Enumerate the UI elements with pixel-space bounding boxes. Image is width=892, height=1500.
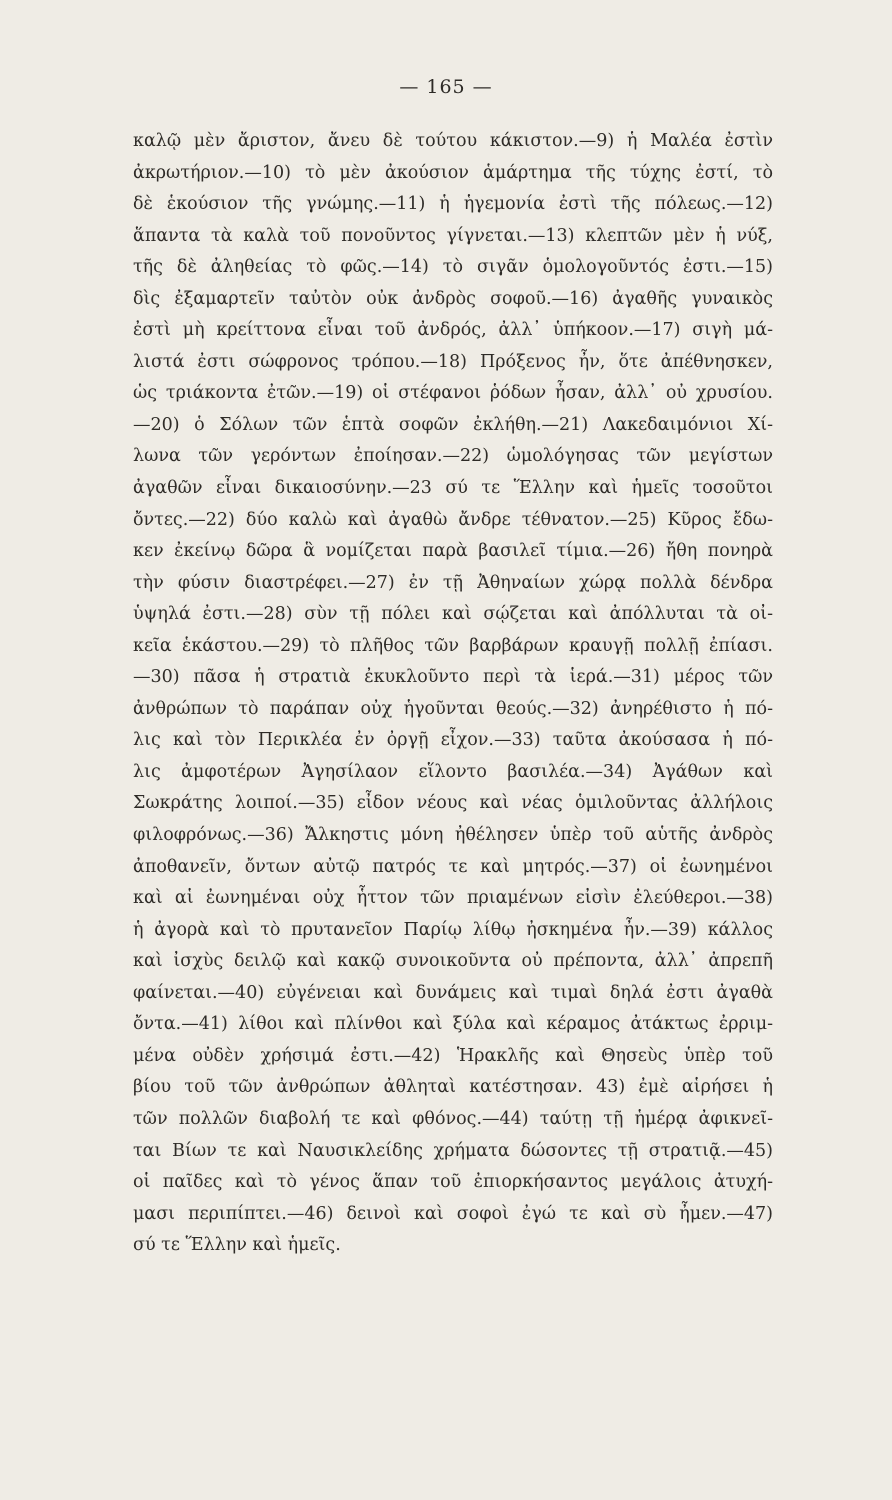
text-line: ἐστὶ μὴ κρείττονα εἶναι τοῦ ἀνδρός, ἀλλ᾽ ὑπήκοον.—17) σιγὴ μά- bbox=[133, 320, 773, 341]
text-line: ἀκρωτήριον.—10) τὸ μὲν ἀκούσιον ἁμάρτημα τῆς τύχης ἐστί, τὸ bbox=[133, 162, 773, 183]
text-line: λωνα τῶν γερόντων ἐποίησαν.—22) ὡμολόγησας τῶν μεγίστων bbox=[133, 446, 773, 467]
text-line: ται Βίων τε καὶ Ναυσικλείδης χρήματα δώσοντες τῇ στρατιᾷ.—45) bbox=[133, 1140, 773, 1161]
text-line: λις καὶ τὸν Περικλέα ἐν ὀργῇ εἶχον.—33) ταῦτα ἀκούσασα ἡ πό- bbox=[133, 730, 773, 751]
text-line: μένα οὐδὲν χρήσιμά ἐστι.—42) Ἡρακλῆς καὶ Θησεὺς ὑπὲρ τοῦ bbox=[133, 1045, 773, 1066]
text-line: φαίνεται.—40) εὐγένειαι καὶ δυνάμεις καὶ τιμαὶ δηλά ἐστι ἀγαθὰ bbox=[133, 982, 773, 1003]
text-line: τὴν φύσιν διαστρέφει.—27) ἐν τῇ Ἀθηναίων χώρᾳ πολλὰ δένδρα bbox=[133, 572, 773, 593]
text-line: ὑψηλά ἐστι.—28) σὺν τῇ πόλει καὶ σῴζεται καὶ ἀπόλλυται τὰ οἰ- bbox=[133, 604, 773, 625]
text-line: λιστά ἐστι σώφρονος τρόπου.—18) Πρόξενος ἦν, ὅτε ἀπέθνησκεν, bbox=[133, 351, 773, 372]
text-line: φιλοφρόνως.—36) Ἄλκηστις μόνη ἠθέλησεν ὑπὲρ τοῦ αὑτῆς ἀνδρὸς bbox=[133, 825, 773, 846]
text-line: κεῖα ἑκάστου.—29) τὸ πλῆθος τῶν βαρβάρων κραυγῇ πολλῇ ἐπίασι. bbox=[133, 635, 773, 656]
text-line: καὶ αἱ ἐωνημέναι οὐχ ἧττον τῶν πριαμένων εἰσὶν ἐλεύθεροι.—38) bbox=[133, 888, 773, 909]
text-line: μασι περιπίπτει.—46) δεινοὶ καὶ σοφοὶ ἐγώ τε καὶ σὺ ἦμεν.—47) bbox=[133, 1203, 773, 1224]
text-line: κεν ἐκείνῳ δῶρα ἃ νομίζεται παρὰ βασιλεῖ τίμια.—26) ἤθη πονηρὰ bbox=[133, 541, 773, 562]
text-line: λις ἀμφοτέρων Ἀγησίλαον εἵλοντο βασιλέα.—34) Ἀγάθων καὶ bbox=[133, 761, 773, 782]
text-line: ἡ ἀγορὰ καὶ τὸ πρυτανεῖον Παρίῳ λίθῳ ἠσκημένα ἦν.—39) κάλλος bbox=[133, 919, 773, 940]
text-line: δὲ ἑκούσιον τῆς γνώμης.—11) ἡ ἡγεμονία ἐστὶ τῆς πόλεως.—12) bbox=[133, 194, 773, 215]
body-text bbox=[133, 126, 773, 1262]
text-line: ἀνθρώπων τὸ παράπαν οὐχ ἡγοῦνται θεούς.—32) ἀνηρέθιστο ἡ πό- bbox=[133, 698, 773, 719]
text-line: ἀποθανεῖν, ὄντων αὐτῷ πατρός τε καὶ μητρός.—37) οἱ ἐωνημένοι bbox=[133, 856, 773, 877]
text-line: ὡς τριάκοντα ἐτῶν.—19) οἱ στέφανοι ῥόδων ἦσαν, ἀλλ᾽ οὐ χρυσίου. bbox=[133, 383, 773, 404]
text-line: βίου τοῦ τῶν ἀνθρώπων ἀθληταὶ κατέστησαν. 43) ἐμὲ αἱρήσει ἡ bbox=[133, 1077, 773, 1098]
text-line: τῆς δὲ ἀληθείας τὸ φῶς.—14) τὸ σιγᾶν ὁμολογοῦντός ἐστι.—15) bbox=[133, 257, 773, 278]
page-number: — 165 — bbox=[399, 76, 493, 98]
text-line: —30) πᾶσα ἡ στρατιὰ ἐκυκλοῦντο περὶ τὰ ἱερά.—31) μέρος τῶν bbox=[133, 667, 773, 688]
text-line: ἅπαντα τὰ καλὰ τοῦ πονοῦντος γίγνεται.—13) κλεπτῶν μὲν ἡ νύξ, bbox=[133, 225, 773, 246]
text-line: σύ τε Ἕλλην καὶ ἡμεῖς. bbox=[133, 1235, 341, 1256]
text-line: ὄντες.—22) δύο καλὼ καὶ ἀγαθὼ ἄνδρε τέθνατον.—25) Κῦρος ἔδω- bbox=[133, 509, 773, 530]
text-line: τῶν πολλῶν διαβολή τε καὶ φθόνος.—44) ταύτῃ τῇ ἡμέρᾳ ἀφικνεῖ- bbox=[133, 1108, 773, 1129]
text-line: καλῷ μὲν ἄριστον, ἄνευ δὲ τούτου κάκιστον.—9) ἡ Μαλέα ἐστὶν bbox=[133, 131, 773, 151]
text-line: δὶς ἐξαμαρτεῖν ταὐτὸν οὐκ ἀνδρὸς σοφοῦ.—16) ἀγαθῆς γυναικὸς bbox=[133, 288, 773, 309]
text-line: ἀγαθῶν εἶναι δικαιοσύνην.—23 σύ τε Ἕλλην καὶ ἡμεῖς τοσοῦτοι bbox=[133, 478, 773, 499]
text-line: ὄντα.—41) λίθοι καὶ πλίνθοι καὶ ξύλα καὶ κέραμος ἀτάκτως ἐρριμ- bbox=[133, 1014, 773, 1035]
text-line: —20) ὁ Σόλων τῶν ἑπτὰ σοφῶν ἐκλήθη.—21) Λακεδαιμόνιοι Χί- bbox=[133, 414, 773, 435]
text-line: καὶ ἰσχὺς δειλῷ καὶ κακῷ συνοικοῦντα οὐ πρέποντα, ἀλλ᾽ ἀπρεπῆ bbox=[133, 951, 773, 972]
text-line: οἱ παῖδες καὶ τὸ γένος ἅπαν τοῦ ἐπιορκήσαντος μεγάλοις ἀτυχή- bbox=[133, 1172, 773, 1193]
text-line: Σωκράτης λοιποί.—35) εἶδον νέους καὶ νέας ὁμιλοῦντας ἀλλήλοις bbox=[133, 793, 773, 814]
